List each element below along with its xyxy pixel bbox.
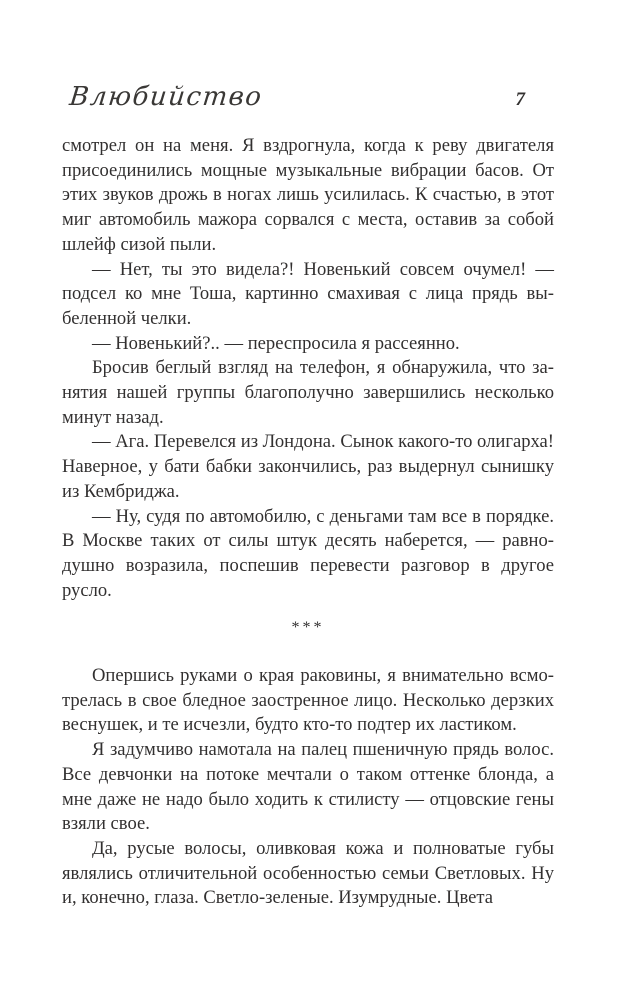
paragraph: смотрел он на меня. Я вздрогнула, когда к реву двигателя присоединились мощные музыкальные вибрации басов. От этих звуков дрожь в ногах лишь усилилась. К счастью, в этот миг автомобиль мажора сорвался с места, оставив за собой шлейф сизой пыли. (62, 135, 554, 255)
section-divider: *** (291, 619, 325, 637)
body-text (62, 134, 554, 911)
paragraph: — Новенький?.. — переспросила я рассеянно. (92, 332, 460, 354)
paragraph: Бросив беглый взгляд на телефон, я обнаружила, что занятия нашей группы благополучно завершились несколько минут назад. (62, 357, 554, 428)
section (62, 664, 554, 911)
page-number: 7 (515, 89, 525, 110)
section (62, 134, 554, 603)
paragraph: Да, русые волосы, оливковая кожа и полноватые губы являлись отличительной особенностью семьи Светловых. Ну и, конечно, глаза. Светло-зеленые. Изумрудные. Цвета (62, 837, 554, 909)
paragraph: — Ну, судя по автомобилю, с деньгами там все в порядке. В Москве таких от силы штук десять наберется, — равнодушно возразила, поспешив перевести разговор в другое русло. (62, 505, 554, 601)
running-title: Влюбийство (68, 82, 265, 112)
page-header (68, 82, 525, 112)
paragraph: — Нет, ты это видела?! Новенький совсем очумел! — подсел ко мне Тоша, картинно смахивая с лица прядь выбеленной челки. (62, 258, 554, 329)
paragraph: — Ага. Перевелся из Лондона. Сынок какого-то олигарха! Наверное, у бати бабки закончились, раз выдернул сынишку из Кембриджа. (62, 431, 554, 502)
paragraph: Опершись руками о края раковины, я внимательно всмотрелась в свое бледное заостренное лицо. Несколько дерзких веснушек, и те исчезли, будто кто-то подтер их ластиком. (62, 665, 554, 736)
paragraph: Я задумчиво намотала на палец пшеничную прядь волос. Все девчонки на потоке мечтали о таком оттенке блонда, а мне даже не надо было ходить к стилисту — отцовские гены взяли свое. (62, 739, 554, 835)
